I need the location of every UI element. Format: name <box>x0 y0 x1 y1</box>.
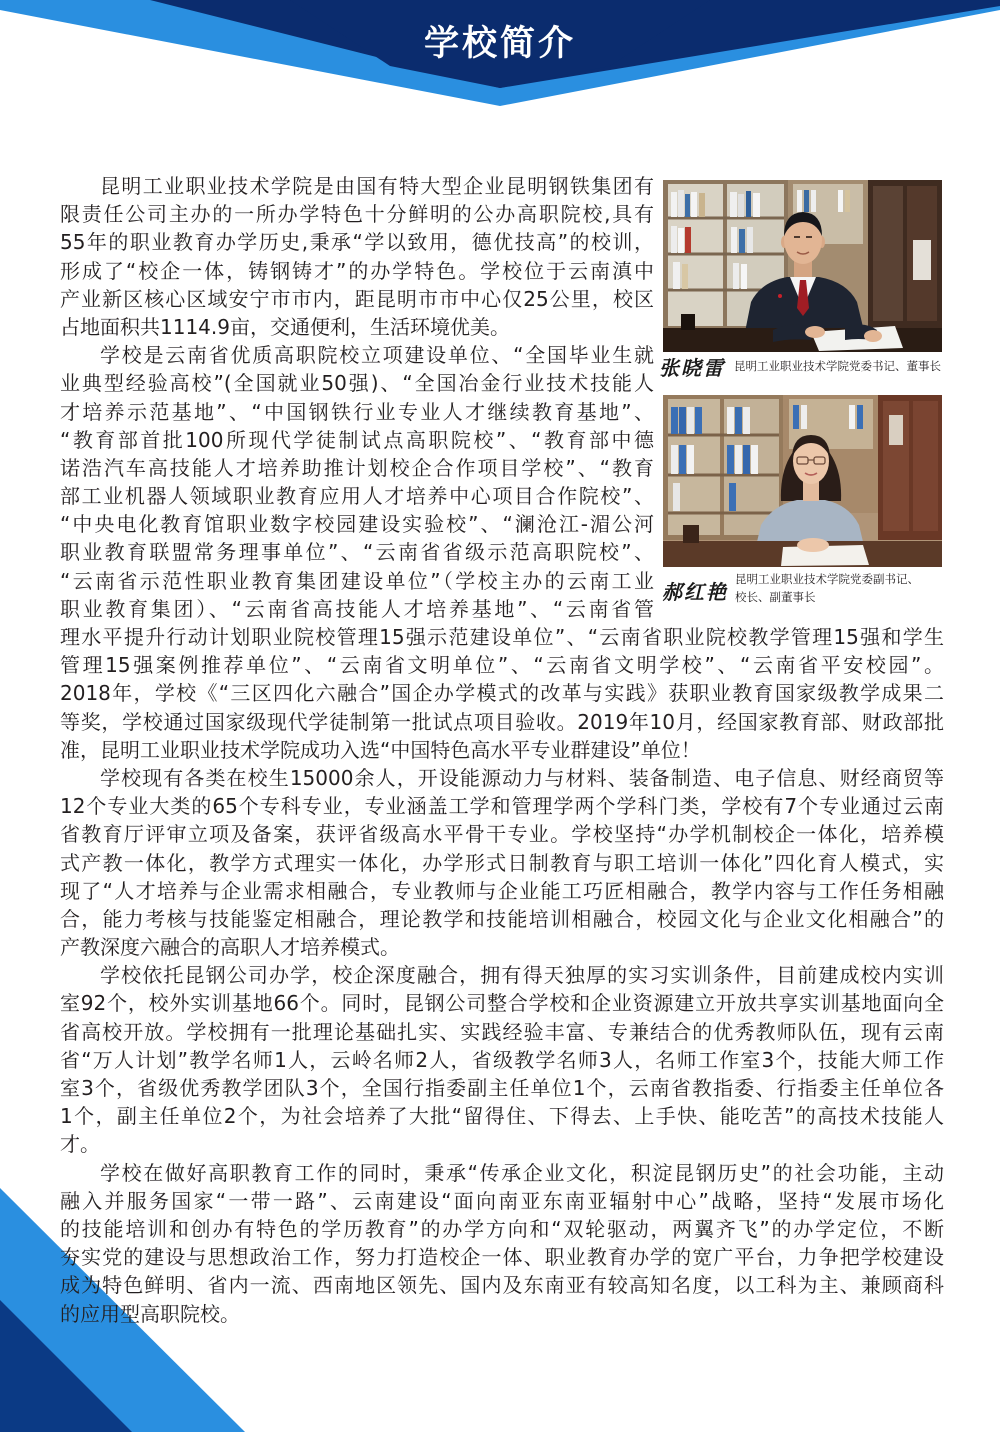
text-line: “教育部首批100所现代学徒制试点高职院校”、“教育部中德 <box>60 427 654 452</box>
text-line: 省教育厅评审立项及备案，获评省级高水平骨干专业。学校坚持“办学机制校企一体化，培养模 <box>60 822 944 847</box>
paragraph-introduction <box>60 172 944 341</box>
photo-caption: 昆明工业职业技术学院党委书记、董事长 <box>734 359 941 373</box>
text-line: 融入并服务国家“一带一路”、云南建设“面向南亚东南亚辐射中心”战略，坚持“发展市场化 <box>60 1188 944 1213</box>
photo-caption-line-2: 校长、副董事长 <box>735 590 816 604</box>
text-line: 占地面积共1114.9亩，交通便利，生活环境优美。 <box>60 314 510 339</box>
text-line: 部工业机器人领域职业教育应用人才培养中心项目合作院校”、 <box>60 484 654 509</box>
text-line: 诺浩汽车高技能人才培养助推计划校企合作项目学校”、“教育 <box>60 455 654 480</box>
photo-caption-line-1: 昆明工业职业技术学院党委副书记、 <box>735 572 919 586</box>
text-line: 成为特色鲜明、省内一流、西南地区领先、国内及东南亚有较高知名度，以工科为主、兼顾商科 <box>60 1273 944 1298</box>
text-line: 理水平提升行动计划职业院校管理15强示范建设单位”、“云南省职业院校教学管理15强和学生 <box>60 625 944 649</box>
text-line: 学校是云南省优质高职院校立项建设单位、“全国毕业生就 <box>100 343 654 368</box>
text-line: 省高校开放。学校拥有一批理论基础扎实、实践经验丰富、专兼结合的优秀教师队伍，现有云南 <box>60 1019 944 1044</box>
text-line: 室3个，省级优秀教学团队3个，全国行指委副主任单位1个，云南省教指委、行指委主任单位各 <box>60 1076 944 1100</box>
text-line: 省“万人计划”教学名师1人，云岭名师2人，省级教学名师3人，名师工作室3个，技能大师工作 <box>60 1047 944 1072</box>
text-line: 产业新区核心区域安宁市市内，距昆明市市中心仅25公里，校区 <box>60 286 654 311</box>
text-line: 产教深度六融合的高职人才培养模式。 <box>60 935 400 960</box>
signature-zhang-xiaolei: 张晓雷 <box>659 356 725 380</box>
text-line: 准，昆明工业职业技术学院成功入选“中国特色高水平专业群建设”单位！ <box>60 737 701 762</box>
text-line: 现了“人才培养与企业需求相融合，专业教师与企业能工巧匠相融合，教学内容与工作任务相融 <box>60 878 944 903</box>
text-line: 夯实党的建设与思想政治工作，努力打造校企一体、职业教育办学的宽广平台，力争把学校建设 <box>60 1245 944 1270</box>
text-line: 职业教育联盟常务理事单位”、“云南省省级示范高职院校”、 <box>60 540 654 565</box>
text-line: 合，能力考核与技能鉴定相融合，理论教学和技能培训相融合，校园文化与企业文化相融合”的 <box>60 906 944 931</box>
text-line: “中央电化教育馆职业数字校园建设实验校”、“澜沧江-湄公河 <box>60 512 654 537</box>
paragraph-honors <box>60 341 944 764</box>
text-line: 学校现有各类在校生15000余人，开设能源动力与材料、装备制造、电子信息、财经商贸等 <box>100 765 944 790</box>
text-line: 式产教一体化，教学方式理实一体化，办学形式日制教育与职工培训一体化”四化育人模式，实 <box>60 850 944 875</box>
page-title: 学校简介 <box>423 24 576 64</box>
signature-hao-hongyan: 郝红艳 <box>662 580 728 604</box>
text-line: 室92个，校外实训基地66个。同时，昆钢公司整合学校和企业资源建立开放共享实训基地面向全 <box>60 991 944 1016</box>
text-line: 业典型经验高校”(全国就业50强)、“全国冶金行业技术技能人 <box>60 371 654 396</box>
text-line: 的技能培训和创办有特色的学历教育”的办学方向和“双轮驱动，两翼齐飞”的办学定位，不断 <box>60 1216 944 1241</box>
text-line: “云南省示范性职业教育集团建设单位”（学校主办的云南工业 <box>60 568 654 593</box>
text-line: 1个，副主任单位2个，为社会培养了大批“留得住、下得去、上手快、能吃苦”的高技术技能人 <box>60 1104 944 1129</box>
text-line: 才。 <box>60 1132 100 1157</box>
text-line: 55年的职业教育办学历史,秉承“学以致用，德优技高”的校训， <box>60 230 654 255</box>
text-line: 等奖，学校通过国家级现代学徒制第一批试点项目验收。2019年10月，经国家教育部、财政部批 <box>60 709 944 734</box>
paragraph-training <box>60 961 944 1158</box>
text-line: 的应用型高职院校。 <box>60 1301 240 1326</box>
text-line: 12个专业大类的65个专科专业，专业涵盖工学和管理学两个学科门类，学校有7个专业通过云南 <box>60 794 944 819</box>
text-line: 管理15强案例推荐单位”、“云南省文明单位”、“云南省文明学校”、“云南省平安校园”。 <box>60 653 944 678</box>
text-line: 限责任公司主办的一所办学特色十分鲜明的公办高职院校,具有 <box>60 202 654 227</box>
text-line: 职业教育集团）、“云南省高技能人才培养基地”、“云南省管 <box>60 596 654 621</box>
paragraph-mission <box>60 1159 944 1328</box>
text-line: 昆明工业职业技术学院是由国有特大型企业昆明钢铁集团有 <box>100 174 654 198</box>
paragraph-majors <box>60 764 944 961</box>
text-line: 才培养示范基地”、“中国钢铁行业专业人才继续教育基地”、 <box>60 399 654 424</box>
text-line: 形成了“校企一体，铸钢铸才”的办学特色。学校位于云南滇中 <box>60 258 654 283</box>
text-line: 学校依托昆钢公司办学，校企深度融合，拥有得天独厚的实习实训条件，目前建成校内实训 <box>100 963 944 988</box>
body-text <box>60 172 944 1328</box>
text-line: 2018年，学校《“三区四化六融合”国企办学模式的改革与实践》获职业教育国家级教学成果二 <box>60 681 944 706</box>
text-line: 学校在做好高职教育工作的同时，秉承“传承企业文化，积淀昆钢历史”的社会功能，主动 <box>100 1160 944 1185</box>
